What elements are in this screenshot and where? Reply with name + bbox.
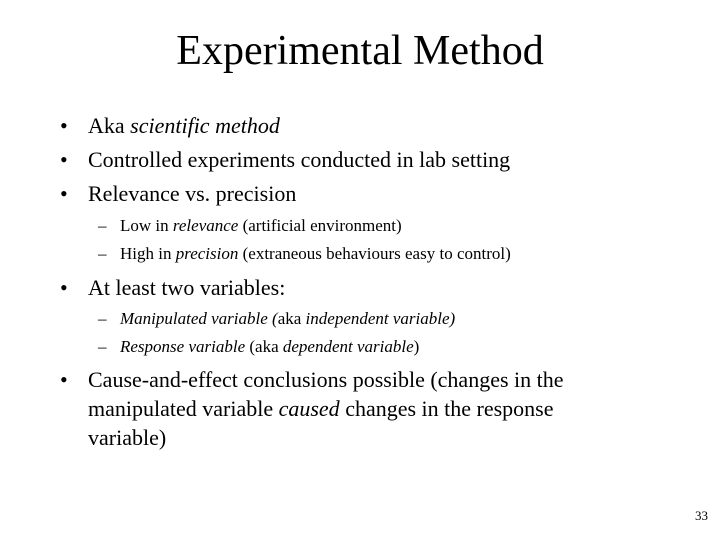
bullet-text-italic: scientific method	[130, 113, 280, 138]
bullet-cause-and-effect-continued	[88, 395, 554, 423]
sub-bullet-marker: –	[98, 309, 107, 328]
bullet-text: manipulated variable	[88, 396, 279, 421]
sub-bullet-marker: –	[98, 337, 107, 356]
bullet-text: variable)	[88, 425, 167, 450]
sub-bullet-text: (extraneous behaviours easy to control)	[238, 244, 511, 263]
sub-bullet-manipulated-variable	[98, 308, 455, 330]
sub-bullet-text-italic: independent variable)	[305, 309, 456, 328]
bullet-controlled-experiments	[60, 146, 510, 174]
sub-bullet-text-italic: Response variable	[120, 337, 246, 356]
sub-bullet-text: Low in	[120, 216, 173, 235]
bullet-text-italic: caused	[278, 396, 340, 421]
sub-bullet-marker: –	[98, 244, 107, 263]
sub-bullet-text-italic: relevance	[172, 216, 239, 235]
bullet-text: changes in the response	[339, 396, 554, 421]
bullet-marker: •	[60, 367, 68, 392]
slide-title: Experimental Method	[176, 28, 544, 74]
bullet-text: Controlled experiments conducted in lab setting	[88, 147, 511, 172]
sub-bullet-text-italic: precision	[175, 244, 239, 263]
bullet-cause-and-effect	[60, 366, 564, 394]
bullet-two-variables	[60, 274, 285, 302]
bullet-aka-scientific-method	[60, 112, 280, 140]
bullet-marker: •	[60, 275, 68, 300]
bullet-text: Aka	[88, 113, 131, 138]
page-number: 33	[695, 508, 708, 523]
bullet-text: Cause-and-effect conclusions possible (changes in the	[88, 367, 564, 392]
sub-bullet-low-relevance	[98, 215, 402, 237]
sub-bullet-text-italic: Manipulated variable (	[120, 309, 278, 328]
sub-bullet-marker: –	[98, 216, 107, 235]
sub-bullet-response-variable	[98, 336, 419, 358]
bullet-marker: •	[60, 113, 68, 138]
sub-bullet-text: (artificial environment)	[238, 216, 402, 235]
bullet-text: At least two variables:	[88, 275, 286, 300]
sub-bullet-text: (aka	[245, 337, 283, 356]
sub-bullet-text-italic: dependent variable	[282, 337, 414, 356]
bullet-marker: •	[60, 181, 68, 206]
sub-bullet-high-precision	[98, 243, 511, 265]
bullet-marker: •	[60, 147, 68, 172]
bullet-text: Relevance vs. precision	[88, 181, 297, 206]
sub-bullet-text: )	[413, 337, 420, 356]
sub-bullet-text: aka	[277, 309, 306, 328]
sub-bullet-text: High in	[120, 244, 176, 263]
bullet-cause-and-effect-continued	[88, 424, 166, 452]
bullet-relevance-vs-precision	[60, 180, 296, 208]
